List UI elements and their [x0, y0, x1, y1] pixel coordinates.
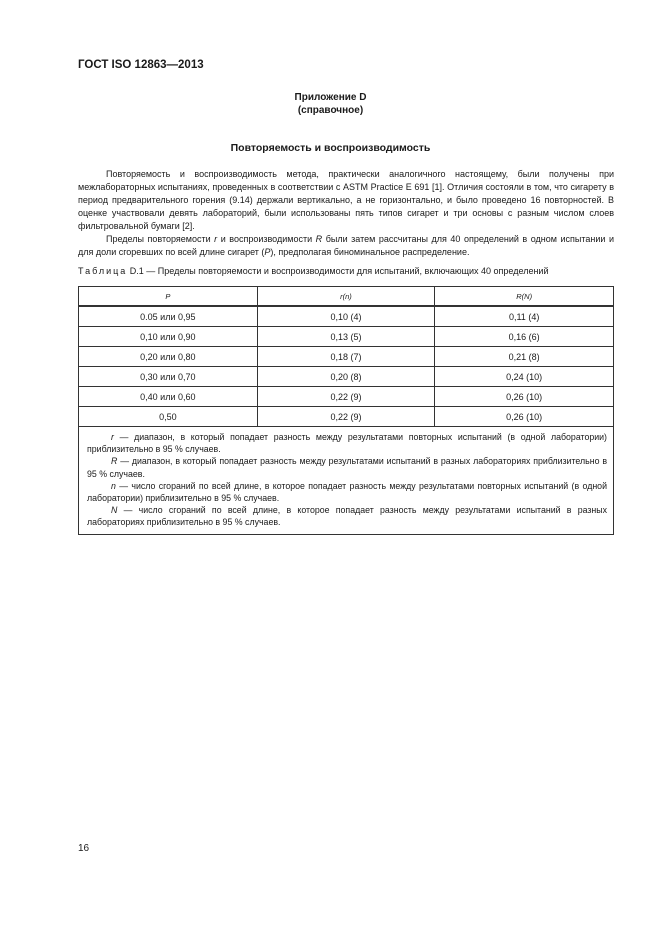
- paragraph-1: Повторяемость и воспроизводимость метода, практически аналогичного настоящему, были получены при межлабораторных испытаниях, проведенных в соответствии с ASTM Practice E 691 [1]. Отличия состояли в том, что сигарету в период предварительного горения (9.14) держали вертикально, а не горизонтально, и было проведено 16 повторностей. В оценке участвовали девять лабораторий, были использованы пять типов сигарет и три основы с разным числом слоев фильтровальной бумаги [2].: [78, 169, 614, 231]
- standard-header: ГОСТ ISO 12863—2013: [78, 59, 204, 71]
- table-cell: 0,10 или 0,90: [79, 327, 258, 347]
- annex-heading: [0, 91, 661, 117]
- section-title: Повторяемость и воспроизводимость: [230, 142, 431, 154]
- data-table: [78, 286, 614, 535]
- table-caption: [78, 266, 618, 276]
- table-cell: 0.05 или 0,95: [79, 306, 258, 327]
- table-header-row: [79, 287, 614, 307]
- annex-title: Приложение D: [294, 92, 367, 103]
- table-caption-label: Таблица: [78, 266, 128, 276]
- table-cell: 0,22 (9): [257, 407, 435, 427]
- table-cell: 0,11 (4): [435, 306, 614, 327]
- table-cell: 0,18 (7): [257, 347, 435, 367]
- table-cell: 0,20 или 0,80: [79, 347, 258, 367]
- note-n: n — число сгораний по всей длине, в которое попадает разность между результатами повторных испытаний (в одной лаборатории) приблизительно в 95 % случаев.: [87, 480, 607, 504]
- table-notes-row: [79, 427, 614, 535]
- table-cell: 0,21 (8): [435, 347, 614, 367]
- table-cell: 0,22 (9): [257, 387, 435, 407]
- table-row: [79, 367, 614, 387]
- table-cell: 0,26 (10): [435, 407, 614, 427]
- table-cell: 0,13 (5): [257, 327, 435, 347]
- note-big-n: N — число сгораний по всей длине, в которое попадает разность между результатами испытаний в разных лабораториях приблизительно в 95 % случаев.: [87, 505, 607, 528]
- table-caption-text: D.1 — Пределы повторяемости и воспроизводимости для испытаний, включающих 40 определений: [127, 266, 549, 276]
- table-row: [79, 327, 614, 347]
- note-r: r — диапазон, в который попадает разность между результатами повторных испытаний (в одной лаборатории) приблизительно в 95 % случаев.: [87, 432, 607, 455]
- table-cell: 0,16 (6): [435, 327, 614, 347]
- table-cell: 0,30 или 0,70: [79, 367, 258, 387]
- table-row: [79, 407, 614, 427]
- column-header-big-r: R(N): [435, 287, 614, 307]
- page-number: 16: [78, 843, 90, 854]
- table-row: [79, 387, 614, 407]
- body-text: [78, 168, 614, 259]
- table-cell: 0,20 (8): [257, 367, 435, 387]
- table-cell: 0,26 (10): [435, 387, 614, 407]
- table-cell: 0,24 (10): [435, 367, 614, 387]
- table-cell: 0,50: [79, 407, 258, 427]
- table-notes: [79, 427, 614, 535]
- table-cell: 0,10 (4): [257, 306, 435, 327]
- paragraph-2: Пределы повторяемости r и воспроизводимости R были затем рассчитаны для 40 определений в одном испытании и для доли сгоревших по всей длине сигарет (P), предполагая биноминальное распределение.: [78, 234, 615, 257]
- table-cell: 0,40 или 0,60: [79, 387, 258, 407]
- column-header-r: r(n): [257, 287, 435, 307]
- column-header-p: P: [79, 287, 258, 307]
- note-big-r: R — диапазон, в который попадает разность между результатами испытаний в разных лабораториях приблизительно в 95 % случаев.: [87, 456, 607, 479]
- annex-subtitle: (справочное): [297, 105, 364, 116]
- table-row: [79, 306, 614, 327]
- table-row: [79, 347, 614, 367]
